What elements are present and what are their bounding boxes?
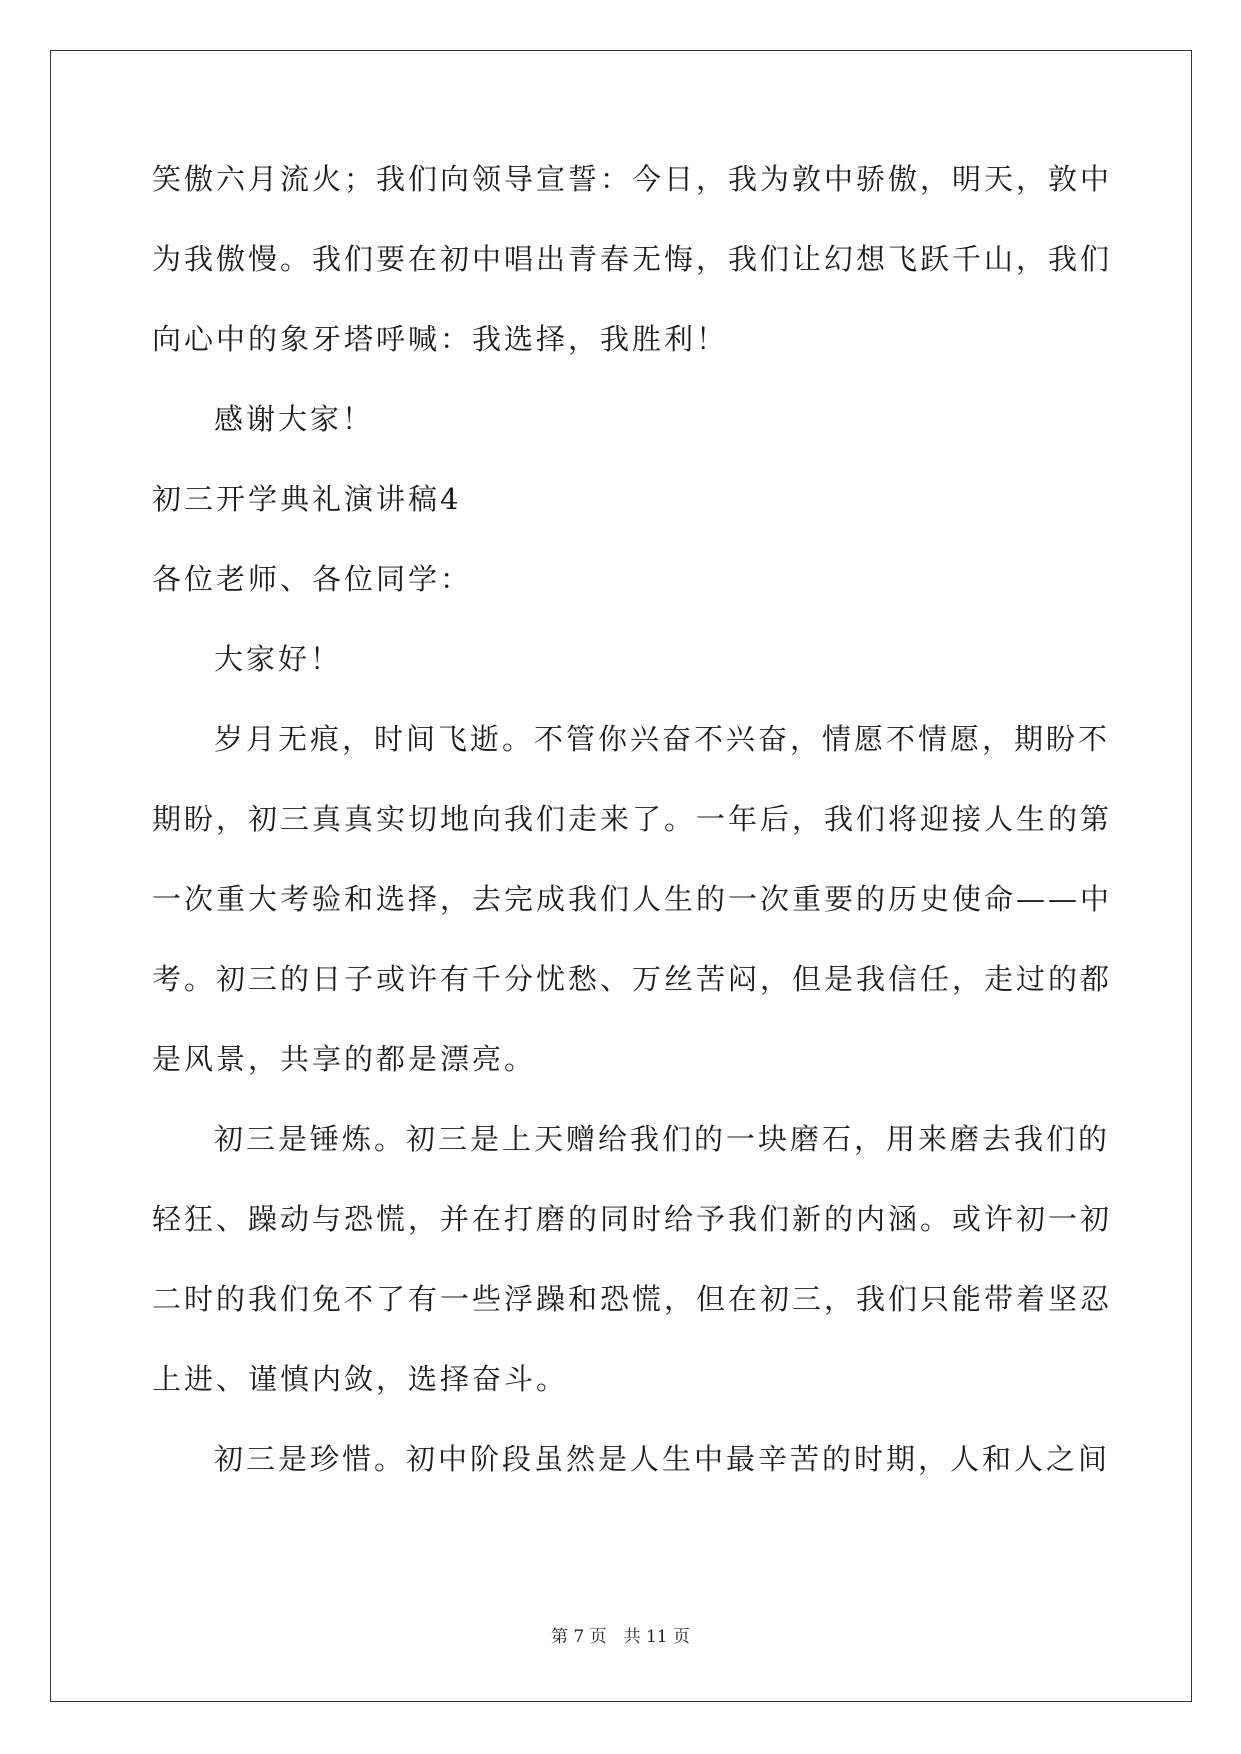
text-line: 一次重大考验和选择，去完成我们人生的一次重要的历史使命——中 [152, 882, 1113, 916]
section-heading: 初三开学典礼演讲稿4 [152, 482, 462, 516]
document-body [152, 162, 1113, 1525]
text-line: 考。初三的日子或许有千分忧愁、万丝苦闷，但是我信任，走过的都 [152, 962, 1113, 996]
salutation: 各位老师、各位同学： [152, 562, 473, 596]
text-line: 向心中的象牙塔呼喊：我选择，我胜利！ [152, 322, 729, 356]
text-line: 上进、谨慎内敛，选择奋斗。 [152, 1362, 569, 1396]
text-line: 笑傲六月流火；我们向领导宣誓：今日，我为敦中骄傲，明天，敦中 [152, 162, 1113, 196]
paragraph-start: 初三是锤炼。初三是上天赠给我们的一块磨石，用来磨去我们的 [214, 1122, 1111, 1156]
text-line: 期盼，初三真真实切地向我们走来了。一年后，我们将迎接人生的第 [152, 802, 1113, 836]
greeting: 大家好！ [214, 642, 343, 676]
paragraph-start: 岁月无痕，时间飞逝。不管你兴奋不兴奋，情愿不情愿，期盼不 [214, 722, 1111, 756]
text-line: 为我傲慢。我们要在初中唱出青春无悔，我们让幻想飞跃千山，我们 [152, 242, 1113, 276]
text-line: 轻狂、躁动与恐慌，并在打磨的同时给予我们新的内涵。或许初一初 [152, 1202, 1113, 1236]
paragraph-start: 初三是珍惜。初中阶段虽然是人生中最辛苦的时期，人和人之间 [214, 1442, 1111, 1476]
closing-line: 感谢大家！ [214, 402, 375, 436]
text-line: 是风景，共享的都是漂亮。 [152, 1042, 537, 1076]
page-number-footer: 第 7 页 共 11 页 [550, 1627, 691, 1647]
text-line: 二时的我们免不了有一些浮躁和恐慌，但在初三，我们只能带着坚忍 [152, 1282, 1113, 1316]
